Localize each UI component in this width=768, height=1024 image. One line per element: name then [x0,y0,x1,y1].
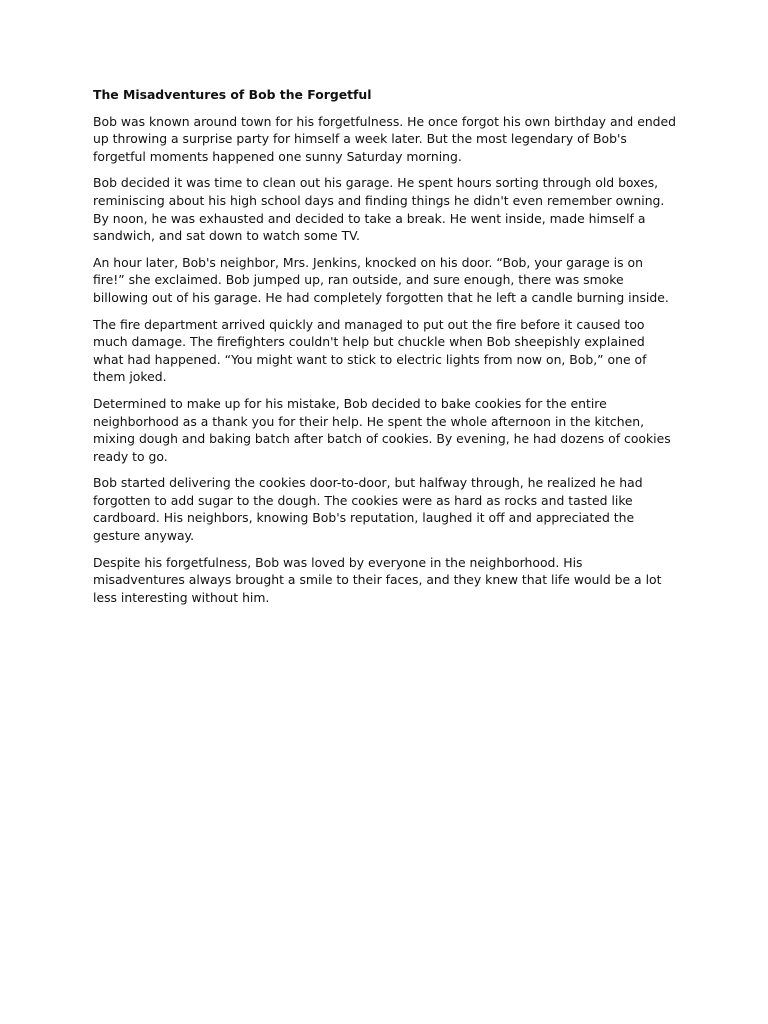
paragraph-2: Bob decided it was time to clean out his garage. He spent hours sorting through old boxes, reminiscing about his high school days and finding things he didn't even remember owning. By noon, he was exhausted and decided to take a break. He went inside, made himself a sandwich, and sat down to watch some TV. [93,175,665,244]
paragraph-4: The fire department arrived quickly and managed to put out the fire before it caused too much damage. The firefighters couldn't help but chuckle when Bob sheepishly explained what had happened. “You might want to stick to electric lights from now on, Bob,” one of them joked. [93,316,647,385]
paragraph-1: Bob was known around town for his forgetfulness. He once forgot his own birthday and ended up throwing a surprise party for himself a week later. But the most legendary of Bob's forgetful moments happened one sunny Saturday morning. [93,113,677,164]
paragraph-3: An hour later, Bob's neighbor, Mrs. Jenkins, knocked on his door. “Bob, your garage is on fire!” she exclaimed. Bob jumped up, ran outside, and sure enough, there was smoke billowing out of his garage. He had completely forgotten that he left a candle burning inside. [93,254,669,305]
document-title: The Misadventures of Bob the Forgetful [93,87,372,102]
paragraph-5: Determined to make up for his mistake, Bob decided to bake cookies for the entire neighborhood as a thank you for their help. He spent the whole afternoon in the kitchen, mixing dough and baking batch after batch of cookies. By evening, he had dozens of cookies ready to go. [93,395,671,464]
paragraph-6: Bob started delivering the cookies door-to-door, but halfway through, he realized he had forgotten to add sugar to the dough. The cookies were as hard as rocks and tasted like cardboard. His neighbors, knowing Bob's reputation, laughed it off and appreciated the gesture anyway. [93,475,643,544]
document-body [93,86,677,615]
paragraph-7: Despite his forgetfulness, Bob was loved by everyone in the neighborhood. His misadventures always brought a smile to their faces, and they knew that life would be a lot less interesting without him. [93,554,662,605]
